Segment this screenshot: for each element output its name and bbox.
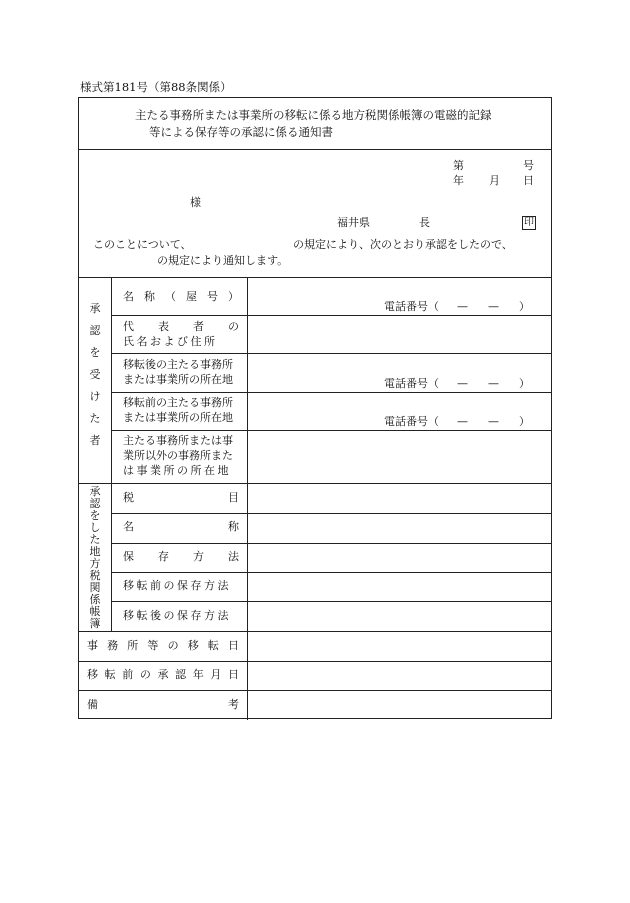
label-storage-method: 保 存 方 法	[123, 550, 239, 563]
form-number: 様式第181号（第88条関係）	[80, 80, 232, 94]
label-other-office-2: 業所以外の事務所また	[123, 449, 233, 462]
label-storage-before: 移 転 前 の 保 存 方 法	[123, 579, 228, 592]
label-move-date: 事 務 所 等 の 移 転 日	[87, 639, 239, 652]
label-new-address-1: 移転後の主たる事務所	[123, 358, 233, 371]
label-old-address-2: または事業所の所在地	[123, 411, 233, 424]
phone-row-4: 電話番号（ — — ）	[384, 415, 530, 428]
title-line-1: 主たる事務所または事業所の移転に係る地方税関係帳簿の電磁的記録	[135, 108, 492, 122]
label-tax-item: 税 目	[123, 491, 239, 504]
label-other-office-3: は 事 業 所 の 所 在 地	[123, 464, 228, 477]
notice-text-1a: このことについて、	[93, 238, 192, 251]
notice-text-1b: の規定により、次のとおり承認をしたので、	[293, 238, 513, 251]
issuer-title: 長	[419, 216, 430, 229]
seal-mark: 印	[524, 217, 534, 228]
date-month: 月	[489, 174, 500, 187]
date-year: 年	[453, 174, 464, 187]
label-storage-after: 移 転 後 の 保 存 方 法	[123, 609, 228, 622]
section2-heading: 承 認 を し た 地 方 税 関 係 帳 簿	[89, 485, 101, 630]
label-prior-approval-date: 移 転 前 の 承 認 年 月 日	[87, 668, 239, 681]
number-prefix: 第	[453, 159, 464, 172]
label-name: 名 称 （ 屋 号 ）	[123, 290, 239, 303]
section1-heading: 承 認 を 受 け た 者	[89, 302, 101, 447]
phone-row-3: 電話番号（ — — ）	[384, 377, 530, 390]
date-day: 日	[523, 174, 534, 187]
label-remarks: 備 考	[87, 698, 239, 711]
label-other-office-1: 主たる事務所または事	[123, 434, 233, 447]
label-book-name: 名 称	[123, 520, 239, 533]
number-suffix: 号	[523, 159, 534, 172]
label-representative-2: 氏 名 お よ び 住 所	[123, 335, 215, 348]
addressee-honorific: 様	[190, 196, 201, 209]
label-representative-1: 代 表 者 の	[123, 320, 239, 333]
notice-text-2: の規定により通知します。	[157, 254, 289, 267]
phone-row-1: 電話番号（ — — ）	[384, 300, 530, 313]
title-line-2: 等による保存等の承認に係る通知書	[149, 125, 333, 139]
issuer-name: 福井県	[337, 216, 370, 229]
label-old-address-1: 移転前の主たる事務所	[123, 396, 233, 409]
document-title	[135, 107, 492, 141]
form-table	[78, 97, 552, 719]
label-new-address-2: または事業所の所在地	[123, 373, 233, 386]
